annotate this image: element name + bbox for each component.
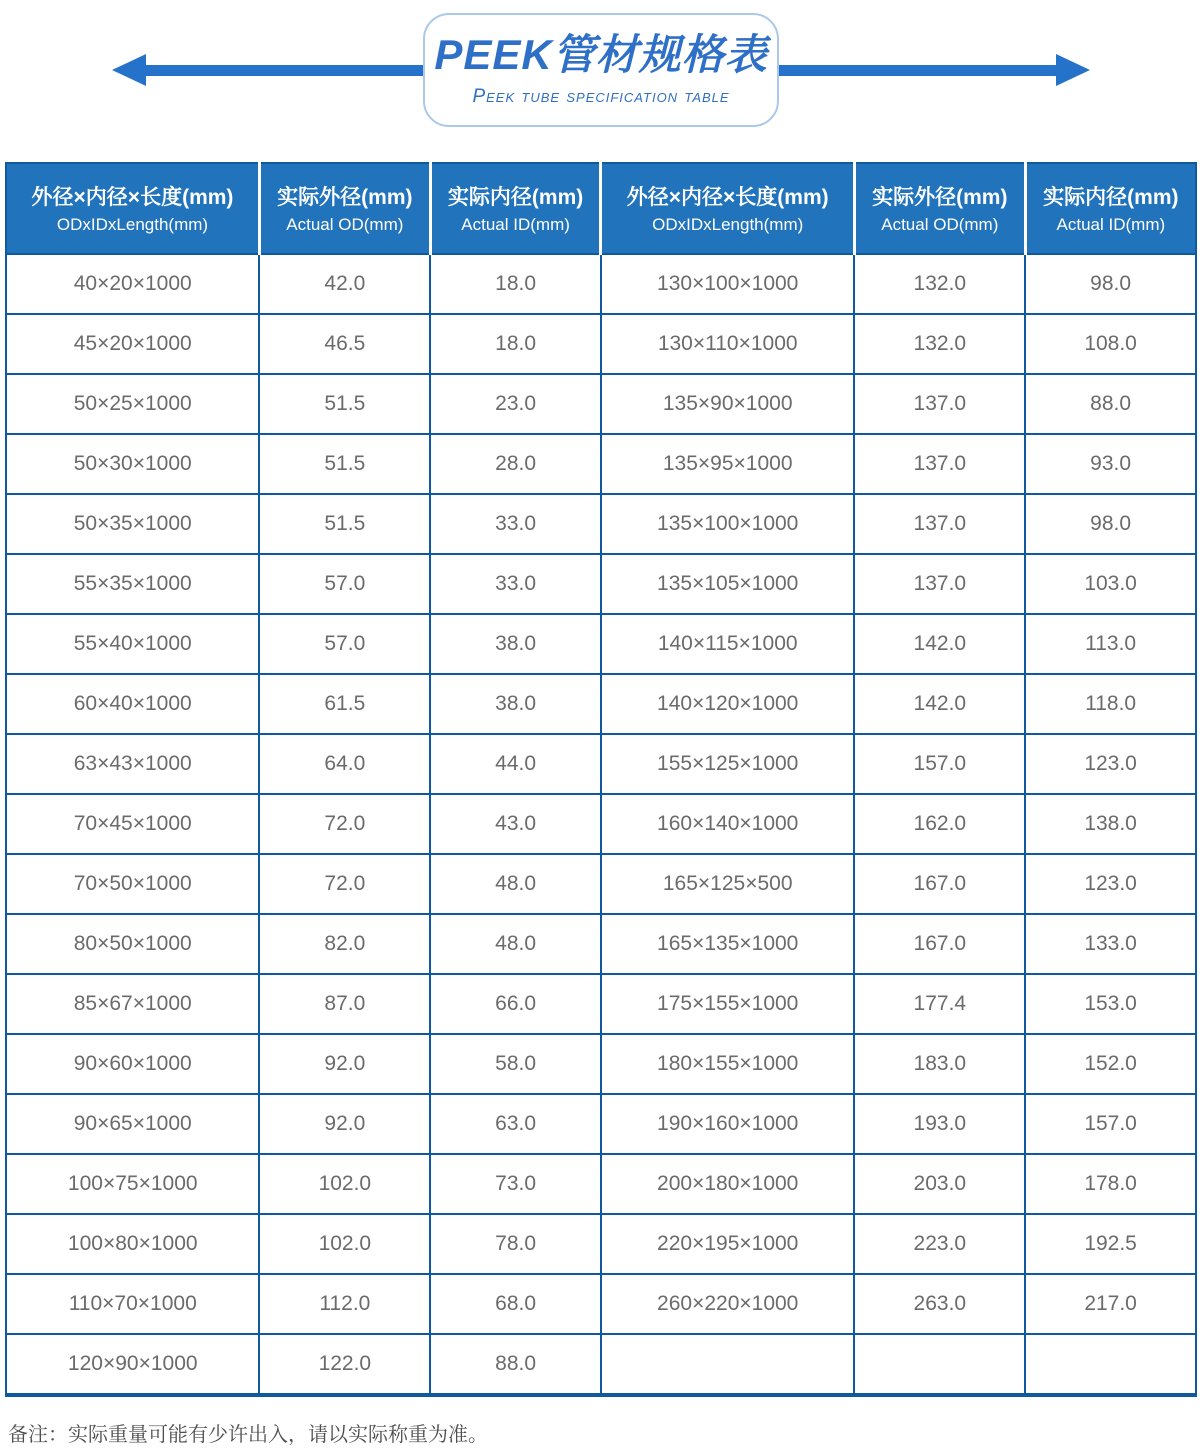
col-header-od-left <box>259 163 430 254</box>
table-cell: 103.0 <box>1025 554 1196 614</box>
table-cell: 57.0 <box>259 554 430 614</box>
table-cell: 70×45×1000 <box>6 794 259 854</box>
table-cell: 263.0 <box>854 1274 1025 1334</box>
title-box <box>423 13 779 127</box>
table-cell: 78.0 <box>430 1214 601 1274</box>
table-header <box>6 163 1196 254</box>
table-cell: 157.0 <box>1025 1094 1196 1154</box>
col-header-cn: 实际内径(mm) <box>1043 185 1179 209</box>
table-cell: 90×65×1000 <box>6 1094 259 1154</box>
table-cell: 167.0 <box>854 914 1025 974</box>
col-header-en: Actual ID(mm) <box>1056 215 1166 235</box>
table-row <box>6 1034 1196 1094</box>
table-cell: 88.0 <box>1025 374 1196 434</box>
col-header-en: Actual OD(mm) <box>286 215 404 235</box>
table-cell: 87.0 <box>259 974 430 1034</box>
table-cell: 93.0 <box>1025 434 1196 494</box>
right-arrow <box>779 54 1090 86</box>
table-cell: 223.0 <box>854 1214 1025 1274</box>
table-cell: 28.0 <box>430 434 601 494</box>
table-cell: 50×35×1000 <box>6 494 259 554</box>
table-cell: 122.0 <box>259 1334 430 1395</box>
table-cell: 137.0 <box>854 374 1025 434</box>
table-cell: 68.0 <box>430 1274 601 1334</box>
col-header-cn: 外径×内径×长度(mm) <box>626 185 829 209</box>
table-cell: 118.0 <box>1025 674 1196 734</box>
table-cell: 57.0 <box>259 614 430 674</box>
table-cell: 80×50×1000 <box>6 914 259 974</box>
table-cell: 51.5 <box>259 494 430 554</box>
table-cell: 200×180×1000 <box>601 1154 854 1214</box>
col-header-size-left <box>6 163 259 254</box>
table-cell: 45×20×1000 <box>6 314 259 374</box>
table-cell: 98.0 <box>1025 494 1196 554</box>
table-cell: 82.0 <box>259 914 430 974</box>
table-row <box>6 254 1196 314</box>
table-cell: 63.0 <box>430 1094 601 1154</box>
table-row <box>6 374 1196 434</box>
right-arrow-bar <box>779 65 1056 76</box>
table-cell: 165×125×500 <box>601 854 854 914</box>
table-cell: 190×160×1000 <box>601 1094 854 1154</box>
col-header-od-right <box>854 163 1025 254</box>
table-cell: 44.0 <box>430 734 601 794</box>
table-cell: 102.0 <box>259 1214 430 1274</box>
table-cell: 175×155×1000 <box>601 974 854 1034</box>
footer-note: 备注：实际重量可能有少许出入，请以实际称重为准。 <box>8 1424 488 1446</box>
table-cell: 70×50×1000 <box>6 854 259 914</box>
right-arrowhead-icon <box>1056 54 1090 86</box>
col-header-en: Actual OD(mm) <box>881 215 999 235</box>
table-cell: 132.0 <box>854 314 1025 374</box>
table-cell: 55×40×1000 <box>6 614 259 674</box>
table-cell: 98.0 <box>1025 254 1196 314</box>
col-header-en: ODxIDxLength(mm) <box>652 215 804 235</box>
table-row <box>6 1334 1196 1395</box>
table-cell: 135×100×1000 <box>601 494 854 554</box>
table-cell: 58.0 <box>430 1034 601 1094</box>
table-cell: 64.0 <box>259 734 430 794</box>
table-cell: 73.0 <box>430 1154 601 1214</box>
table-cell: 92.0 <box>259 1034 430 1094</box>
table-cell: 63×43×1000 <box>6 734 259 794</box>
page-subtitle: Peek tube specification table <box>472 86 730 108</box>
table-row <box>6 794 1196 854</box>
table-row <box>6 974 1196 1034</box>
header-row <box>6 163 1196 254</box>
table-cell: 192.5 <box>1025 1214 1196 1274</box>
table-cell: 100×80×1000 <box>6 1214 259 1274</box>
table-cell: 72.0 <box>259 794 430 854</box>
table-cell: 18.0 <box>430 254 601 314</box>
table-cell: 160×140×1000 <box>601 794 854 854</box>
table-cell: 120×90×1000 <box>6 1334 259 1395</box>
table-cell: 167.0 <box>854 854 1025 914</box>
page <box>0 12 1202 1446</box>
table-cell: 38.0 <box>430 614 601 674</box>
table-cell: 66.0 <box>430 974 601 1034</box>
table-cell: 55×35×1000 <box>6 554 259 614</box>
table-row <box>6 554 1196 614</box>
spec-table <box>5 162 1197 1397</box>
col-header-id-right <box>1025 163 1196 254</box>
col-header-cn: 实际内径(mm) <box>447 185 584 209</box>
table-cell: 60×40×1000 <box>6 674 259 734</box>
table-cell: 113.0 <box>1025 614 1196 674</box>
table-cell: 100×75×1000 <box>6 1154 259 1214</box>
table-cell: 123.0 <box>1025 734 1196 794</box>
table-cell: 137.0 <box>854 554 1025 614</box>
table-row <box>6 854 1196 914</box>
header-banner <box>0 12 1202 128</box>
table-cell: 220×195×1000 <box>601 1214 854 1274</box>
table-cell: 50×30×1000 <box>6 434 259 494</box>
table-cell: 46.5 <box>259 314 430 374</box>
table-cell: 88.0 <box>430 1334 601 1395</box>
left-arrow-bar <box>146 65 423 76</box>
table-cell: 130×110×1000 <box>601 314 854 374</box>
table-cell: 153.0 <box>1025 974 1196 1034</box>
table-cell: 135×95×1000 <box>601 434 854 494</box>
table-cell: 130×100×1000 <box>601 254 854 314</box>
table-cell: 110×70×1000 <box>6 1274 259 1334</box>
table-body <box>6 254 1196 1395</box>
table-cell: 183.0 <box>854 1034 1025 1094</box>
table-cell: 50×25×1000 <box>6 374 259 434</box>
table-row <box>6 1094 1196 1154</box>
table-cell: 140×115×1000 <box>601 614 854 674</box>
table-cell: 85×67×1000 <box>6 974 259 1034</box>
table-cell <box>601 1334 854 1395</box>
col-header-en: Actual ID(mm) <box>461 215 570 235</box>
table-row <box>6 1154 1196 1214</box>
col-header-size-right <box>601 163 854 254</box>
table-row <box>6 1274 1196 1334</box>
table-cell: 132.0 <box>854 254 1025 314</box>
table-cell: 61.5 <box>259 674 430 734</box>
table-row <box>6 494 1196 554</box>
table-cell: 43.0 <box>430 794 601 854</box>
table-cell: 165×135×1000 <box>601 914 854 974</box>
table-cell: 40×20×1000 <box>6 254 259 314</box>
table-cell <box>854 1334 1025 1395</box>
table-cell: 135×105×1000 <box>601 554 854 614</box>
col-header-cn: 实际外径(mm) <box>872 185 1008 209</box>
table-row <box>6 674 1196 734</box>
table-cell: 138.0 <box>1025 794 1196 854</box>
table-cell: 177.4 <box>854 974 1025 1034</box>
table-cell: 137.0 <box>854 434 1025 494</box>
col-header-en: ODxIDxLength(mm) <box>56 215 209 235</box>
table-cell: 108.0 <box>1025 314 1196 374</box>
page-title: PEEK管材规格表 <box>434 30 768 78</box>
table-cell: 123.0 <box>1025 854 1196 914</box>
table-cell: 135×90×1000 <box>601 374 854 434</box>
table-cell: 51.5 <box>259 434 430 494</box>
table-cell: 42.0 <box>259 254 430 314</box>
table-cell: 112.0 <box>259 1274 430 1334</box>
table-cell: 33.0 <box>430 494 601 554</box>
table-cell: 33.0 <box>430 554 601 614</box>
table-cell: 142.0 <box>854 614 1025 674</box>
table-cell: 72.0 <box>259 854 430 914</box>
table-cell: 260×220×1000 <box>601 1274 854 1334</box>
left-arrow <box>112 54 423 86</box>
table-cell: 155×125×1000 <box>601 734 854 794</box>
table-cell: 193.0 <box>854 1094 1025 1154</box>
table-row <box>6 914 1196 974</box>
table-cell: 102.0 <box>259 1154 430 1214</box>
table-row <box>6 734 1196 794</box>
table-cell: 48.0 <box>430 914 601 974</box>
table-cell: 133.0 <box>1025 914 1196 974</box>
table-cell: 51.5 <box>259 374 430 434</box>
left-arrowhead-icon <box>112 54 146 86</box>
table-cell: 217.0 <box>1025 1274 1196 1334</box>
table-row <box>6 614 1196 674</box>
table-cell: 178.0 <box>1025 1154 1196 1214</box>
table-cell: 90×60×1000 <box>6 1034 259 1094</box>
table-cell: 162.0 <box>854 794 1025 854</box>
table-cell: 140×120×1000 <box>601 674 854 734</box>
table-cell: 152.0 <box>1025 1034 1196 1094</box>
col-header-cn: 外径×内径×长度(mm) <box>31 185 234 209</box>
table-cell: 38.0 <box>430 674 601 734</box>
col-header-id-left <box>430 163 601 254</box>
table-cell: 137.0 <box>854 494 1025 554</box>
table-cell: 48.0 <box>430 854 601 914</box>
table-row <box>6 434 1196 494</box>
table-cell: 18.0 <box>430 314 601 374</box>
table-cell: 180×155×1000 <box>601 1034 854 1094</box>
table-cell: 157.0 <box>854 734 1025 794</box>
table-cell: 92.0 <box>259 1094 430 1154</box>
table-row <box>6 1214 1196 1274</box>
col-header-cn: 实际外径(mm) <box>277 185 413 209</box>
table-cell: 142.0 <box>854 674 1025 734</box>
table-cell: 203.0 <box>854 1154 1025 1214</box>
table-cell: 23.0 <box>430 374 601 434</box>
table-cell <box>1025 1334 1196 1395</box>
table-row <box>6 314 1196 374</box>
